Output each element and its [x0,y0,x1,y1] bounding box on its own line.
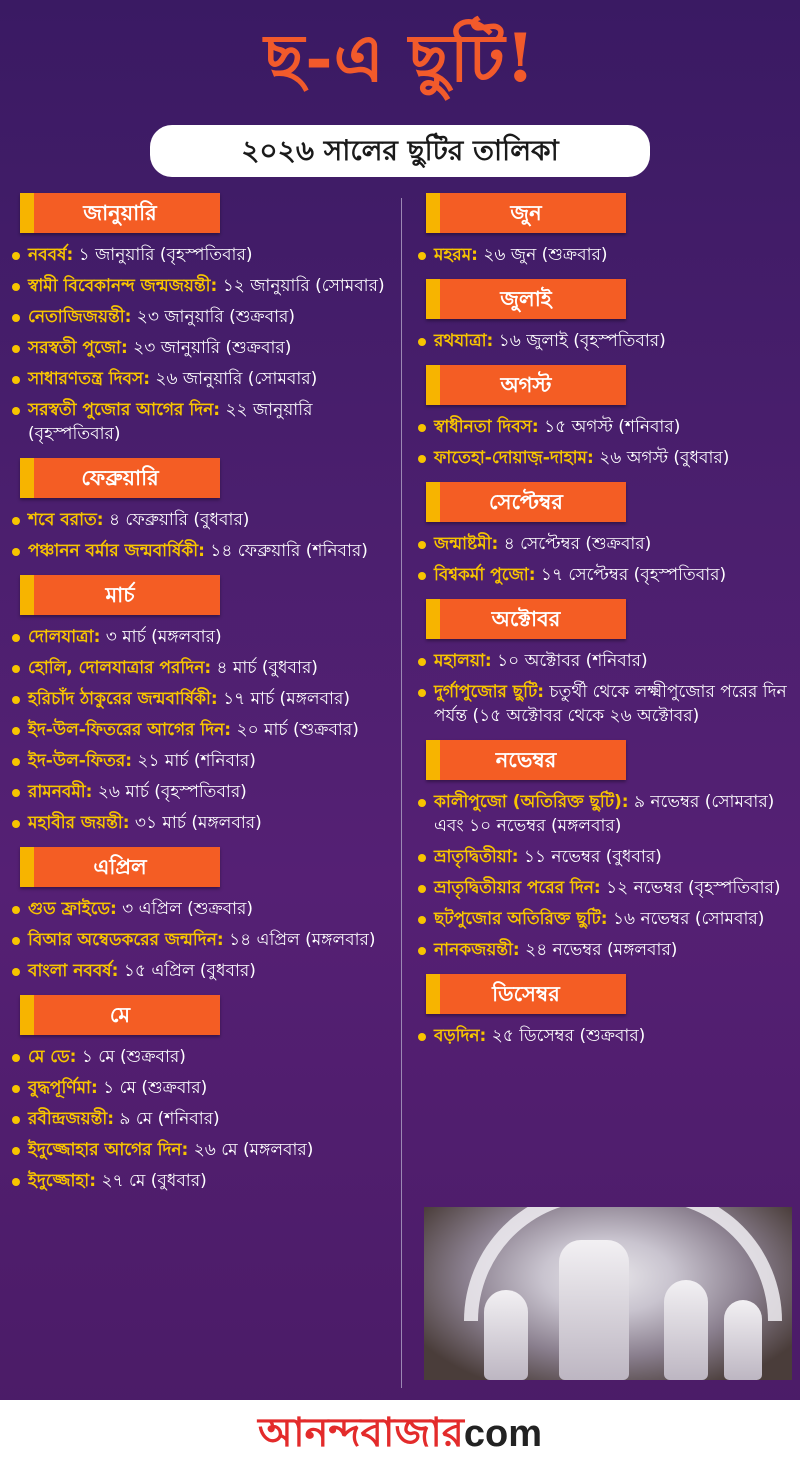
footer [0,1400,800,1465]
month-header-accent [426,974,440,1014]
holiday-date: ১৪ এপ্রিল (মঙ্গলবার) [223,930,376,950]
bullet-icon [12,789,20,797]
holiday-item [10,780,395,804]
month-header-accent [426,193,440,233]
holiday-name: পঞ্চানন বর্মার জন্মবার্ষিকী: [28,541,205,561]
holiday-name: ভ্রাতৃদ্বিতীয়া: [434,847,519,867]
holiday-list [416,329,796,353]
month-header-accent [20,575,34,615]
holiday-name: ইদ-উল-ফিতরের আগের দিন: [28,720,232,740]
holiday-list [416,532,796,587]
holiday-name: নেতাজিজয়ন্তী: [28,307,132,327]
holiday-name: হরিচাঁদ ঠাকুরের জন্মবার্ষিকী: [28,689,218,709]
holiday-item [10,928,395,952]
bullet-icon [12,937,20,945]
month-label: ফেব্রুয়ারি [81,466,159,490]
month-header [426,482,626,522]
holiday-item [10,1169,395,1193]
holiday-item [10,274,395,298]
holiday-name: ভ্রাতৃদ্বিতীয়ার পরের দিন: [434,878,601,898]
holiday-name: গুড ফ্রাইডে: [28,899,117,919]
holiday-name: দোলযাত্রা: [28,627,101,647]
holiday-item [416,1024,796,1048]
holiday-name: রামনবমী: [28,782,93,802]
holiday-item [10,897,395,921]
holiday-date: ৪ মার্চ (বুধবার) [211,658,318,678]
holiday-date: ৩ এপ্রিল (শুক্রবার) [116,899,254,919]
month-header-accent [426,279,440,319]
holiday-item [416,243,796,267]
holiday-date: ১ মে (শুক্রবার) [97,1078,208,1098]
month-header [426,599,626,639]
bullet-icon [418,572,426,580]
holiday-name: সাধারণতন্ত্র দিবস: [28,369,151,389]
holiday-date: ১৫ এপ্রিল (বুধবার) [118,961,256,981]
month-header [426,974,626,1014]
bullet-icon [418,1033,426,1041]
holiday-name: বিশ্বকর্মা পুজো: [434,565,536,585]
holiday-date: ১১ নভেম্বর (বুধবার) [518,847,662,867]
column-divider [401,198,402,1388]
holiday-name: কালীপুজো (অতিরিক্ত ছুটি): [434,792,629,812]
month-label: মে [109,1003,131,1027]
month-header [426,365,626,405]
holiday-date: ২৫ ডিসেম্বর (শুক্রবার) [486,1026,646,1046]
holiday-name: সরস্বতী পুজোর আগের দিন: [28,400,221,420]
holiday-item [416,329,796,353]
holiday-item [10,687,395,711]
month-label: অক্টোবর [491,607,561,631]
holiday-name: শবে বরাত: [28,510,104,530]
month-header [20,575,220,615]
bullet-icon [418,455,426,463]
holiday-list [10,1045,395,1193]
holiday-item [10,1107,395,1131]
holiday-date: ১৭ মার্চ (মঙ্গলবার) [217,689,350,709]
holiday-date: ২৬ অগস্ট (বুধবার) [593,448,730,468]
month-header-accent [426,599,440,639]
bullet-icon [12,345,20,353]
holiday-list [10,508,395,563]
holiday-date: ২৬ মে (মঙ্গলবার) [188,1140,314,1160]
holiday-date: ১৪ ফেব্রুয়ারি (শনিবার) [204,541,368,561]
holiday-name: বড়দিন: [434,1026,487,1046]
holiday-item [10,1138,395,1162]
month-header [20,458,220,498]
holiday-date: ২০ মার্চ (শুক্রবার) [231,720,359,740]
holiday-name: রবীন্দ্রজয়ন্তী: [28,1109,115,1129]
photo-figure [664,1280,708,1380]
left-column [10,193,395,1205]
holiday-list [416,649,796,728]
holiday-name: ইদ-উল-ফিতর: [28,751,132,771]
holiday-name: রথযাত্রা: [434,331,494,351]
month-header [426,279,626,319]
holiday-date: ২১ মার্চ (শনিবার) [132,751,256,771]
holiday-date: ২২ জানুয়ারি (বৃহস্পতিবার) [28,400,313,444]
holiday-list [416,790,796,962]
bullet-icon [418,338,426,346]
bullet-icon [12,634,20,642]
holiday-item [10,336,395,360]
holiday-item [10,1045,395,1069]
holiday-date: ১ জানুয়ারি (বৃহস্পতিবার) [73,245,253,265]
brand-logo-suffix[interactable]: com [463,1413,543,1455]
bullet-icon [12,1054,20,1062]
holiday-name: স্বাধীনতা দিবস: [434,417,539,437]
holiday-name: ফাতেহা-দোয়াজ়-দাহাম: [434,448,594,468]
month-header-accent [426,365,440,405]
photo-figure [484,1290,528,1380]
holiday-date: চতুর্থী থেকে লক্ষ্মীপুজোর পরের দিন পর্যন্ত (১৫ অক্টোবর থেকে ২৬ অক্টোবর) [434,682,787,726]
bullet-icon [418,541,426,549]
holiday-date: ১৬ নভেম্বর (সোমবার) [607,909,765,929]
month-label: সেপ্টেম্বর [489,490,563,514]
bullet-icon [12,376,20,384]
bullet-icon [12,517,20,525]
holiday-date: ১২ জানুয়ারি (সোমবার) [217,276,385,296]
month-label: নভেম্বর [495,748,557,772]
holiday-date: ২৪ নভেম্বর (মঙ্গলবার) [519,940,678,960]
holiday-date: ২৩ জানুয়ারি (শুক্রবার) [127,338,292,358]
holiday-date: ৯ মে (শনিবার) [114,1109,220,1129]
holiday-name: মহালয়া: [434,651,492,671]
month-header [20,995,220,1035]
holiday-date: ২৭ মে (বুধবার) [96,1171,207,1191]
holiday-name: দুর্গাপুজোর ছুটি: [434,682,545,702]
holiday-list [10,897,395,983]
bullet-icon [12,283,20,291]
holiday-item [10,749,395,773]
bullet-icon [12,968,20,976]
month-label: ডিসেম্বর [492,982,560,1006]
holiday-date: ৩ মার্চ (মঙ্গলবার) [100,627,222,647]
holiday-list [416,1024,796,1048]
holiday-item [416,876,796,900]
holiday-item [416,790,796,838]
month-header [426,740,626,780]
brand-logo[interactable]: আনন্দবাজার [257,1409,464,1456]
durga-idol-photo [424,1207,792,1380]
holiday-name: মহাবীর জয়ন্তী: [28,813,130,833]
month-label: মার্চ [105,583,135,607]
month-label: এপ্রিল [93,855,147,879]
holiday-date: ১৫ অগস্ট (শনিবার) [538,417,681,437]
holiday-item [416,446,796,470]
photo-figure [559,1240,629,1380]
bullet-icon [12,548,20,556]
holiday-date: ৯ নভেম্বর (সোমবার) এবং ১০ নভেম্বর (মঙ্গলবার) [434,792,775,836]
holiday-date: ১৬ জুলাই (বৃহস্পতিবার) [493,331,666,351]
holiday-item [416,532,796,556]
bullet-icon [418,689,426,697]
bullet-icon [418,252,426,260]
holiday-item [10,625,395,649]
holiday-name: মহরম: [434,245,478,265]
poster-title: ছ-এ ছুটি! [264,19,536,97]
bullet-icon [12,906,20,914]
holiday-item [416,649,796,673]
holiday-date: ১ মে (শুক্রবার) [76,1047,186,1067]
month-label: জুলাই [500,287,552,311]
holiday-item [10,508,395,532]
holiday-item [416,907,796,931]
holiday-date: ২৬ মার্চ (বৃহস্পতিবার) [92,782,247,802]
holiday-item [10,656,395,680]
month-header [20,193,220,233]
bullet-icon [418,658,426,666]
right-column [416,193,796,1060]
holiday-name: মে ডে: [28,1047,77,1067]
holiday-date: ১৭ সেপ্টেম্বর (বৃহস্পতিবার) [535,565,727,585]
holiday-item [10,243,395,267]
holiday-item [10,367,395,391]
holiday-item [416,680,796,728]
holiday-list [416,243,796,267]
holiday-date: ৪ সেপ্টেম্বর (শুক্রবার) [498,534,652,554]
holiday-item [416,845,796,869]
month-header-accent [20,847,34,887]
bullet-icon [12,407,20,415]
bullet-icon [12,1147,20,1155]
holiday-name: ইদুজ্জোহার আগের দিন: [28,1140,189,1160]
bullet-icon [418,916,426,924]
holiday-name: ছটপুজোর অতিরিক্ত ছুটি: [434,909,608,929]
month-header-accent [426,740,440,780]
holiday-list [10,243,395,446]
month-header-accent [426,482,440,522]
holiday-date: ১২ নভেম্বর (বৃহস্পতিবার) [600,878,781,898]
holiday-item [416,938,796,962]
holiday-item [10,718,395,742]
month-label: জুন [510,201,542,225]
holiday-item [416,563,796,587]
holiday-name: নানকজয়ন্তী: [434,940,520,960]
bullet-icon [12,665,20,673]
holiday-list [10,625,395,835]
bullet-icon [418,854,426,862]
month-header [426,193,626,233]
holiday-date: ৩১ মার্চ (মঙ্গলবার) [129,813,262,833]
bullet-icon [418,885,426,893]
bullet-icon [12,696,20,704]
bullet-icon [418,424,426,432]
bullet-icon [418,947,426,955]
holiday-date: ১০ অক্টোবর (শনিবার) [491,651,648,671]
holiday-name: নববর্ষ: [28,245,74,265]
holiday-date: ২৩ জানুয়ারি (শুক্রবার) [131,307,296,327]
bullet-icon [12,252,20,260]
holiday-item [10,398,395,446]
holiday-name: বুদ্ধপূর্ণিমা: [28,1078,98,1098]
bullet-icon [12,1085,20,1093]
month-header-accent [20,995,34,1035]
holiday-list [416,415,796,470]
holiday-name: জন্মাষ্টমী: [434,534,499,554]
holiday-item [10,811,395,835]
holiday-name: বাংলা নববর্ষ: [28,961,119,981]
bullet-icon [12,727,20,735]
holiday-name: হোলি, দোলযাত্রার পরদিন: [28,658,212,678]
bullet-icon [12,820,20,828]
month-header-accent [20,458,34,498]
holiday-item [10,959,395,983]
bullet-icon [12,758,20,766]
holiday-date: ২৬ জুন (শুক্রবার) [477,245,608,265]
holiday-date: ২৬ জানুয়ারি (সোমবার) [150,369,318,389]
holiday-item [10,305,395,329]
holiday-item [10,1076,395,1100]
bullet-icon [418,799,426,807]
bullet-icon [12,314,20,322]
poster-subtitle: ২০২৬ সালের ছুটির তালিকা [150,125,650,177]
holiday-date: ৪ ফেব্রুয়ারি (বুধবার) [103,510,250,530]
holiday-name: স্বামী বিবেকানন্দ জন্মজয়ন্তী: [28,276,218,296]
bullet-icon [12,1116,20,1124]
holiday-name: সরস্বতী পুজো: [28,338,128,358]
holiday-item [416,415,796,439]
month-header [20,847,220,887]
month-label: অগস্ট [500,373,552,397]
holiday-name: ইদুজ্জোহা: [28,1171,97,1191]
holiday-item [10,539,395,563]
bullet-icon [12,1178,20,1186]
month-header-accent [20,193,34,233]
holiday-name: বিআর অম্বেডকরের জন্মদিন: [28,930,224,950]
photo-figure [724,1300,762,1380]
month-label: জানুয়ারি [83,201,157,225]
